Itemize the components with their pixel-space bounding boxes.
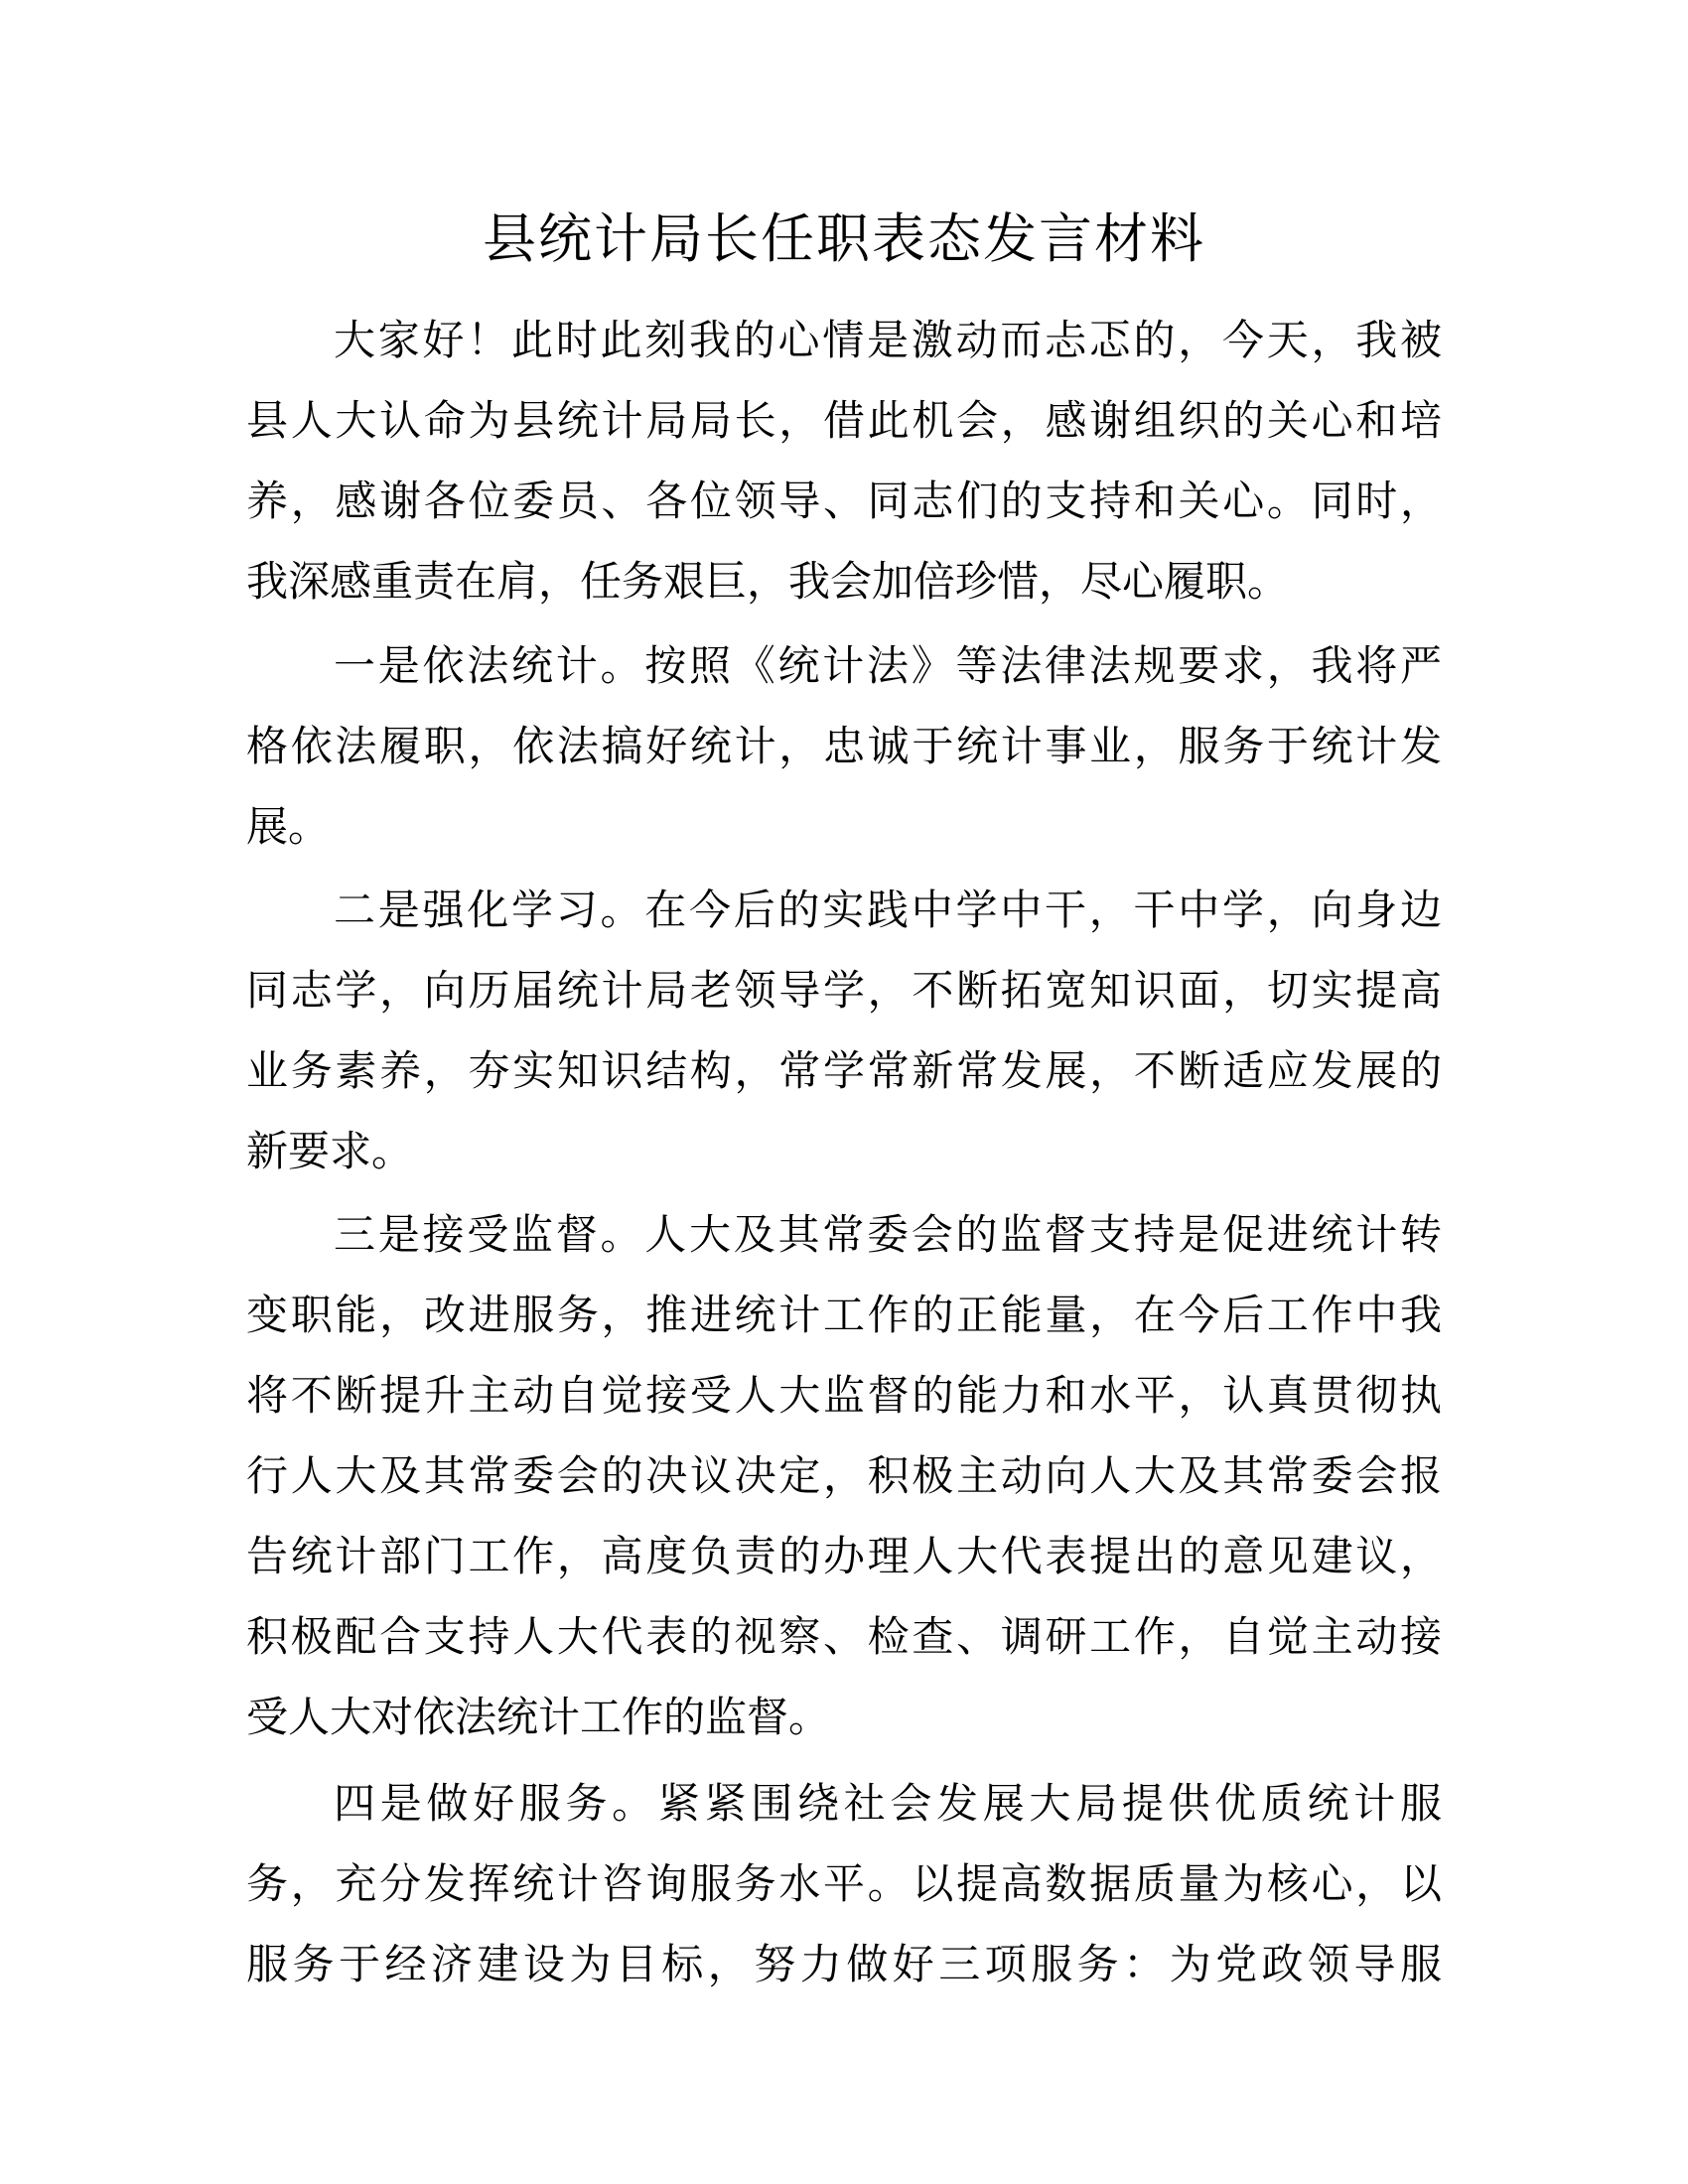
text-line: 二是强化学习。在今后的实践中学中干，干中学，向身边 (334, 886, 1442, 934)
paragraph-lawful-statistics (246, 625, 1442, 867)
text-line: 业务素养，夯实知识结构，常学常新常发展，不断适应发展的 (246, 1046, 1442, 1095)
paragraph-good-service (246, 1763, 1442, 2004)
text-line: 同志学，向历届统计局老领导学，不断拓宽知识面，切实提高 (246, 966, 1442, 1015)
paragraph-strengthen-learning (246, 870, 1442, 1191)
text-line: 一是依法统计。按照《统计法》等法律法规要求，我将严 (334, 641, 1442, 690)
text-line: 服务于经济建设为目标，努力做好三项服务：为党政领导服 (246, 1940, 1442, 1988)
paragraph-greeting (246, 300, 1442, 621)
text-line: 县人大认命为县统计局局长，借此机会，感谢组织的关心和培 (246, 396, 1442, 445)
text-line: 大家好！此时此刻我的心情是激动而忐忑的，今天，我被 (334, 316, 1442, 364)
text-line: 受人大对依法统计工作的监督。 (246, 1693, 831, 1741)
document-title: 县统计局长任职表态发言材料 (483, 207, 1205, 270)
text-line: 告统计部门工作，高度负责的办理人大代表提出的意见建议， (246, 1532, 1442, 1580)
paragraph-accept-supervision (246, 1194, 1442, 1757)
text-line: 务，充分发挥统计咨询服务水平。以提高数据质量为核心，以 (246, 1859, 1442, 1908)
text-line: 变职能，改进服务，推进统计工作的正能量，在今后工作中我 (246, 1291, 1442, 1339)
text-line: 三是接受监督。人大及其常委会的监督支持是促进统计转 (334, 1210, 1442, 1259)
text-line: 新要求。 (246, 1127, 414, 1175)
text-line: 四是做好服务。紧紧围绕社会发展大局提供优质统计服 (334, 1779, 1442, 1828)
text-line: 行人大及其常委会的决议决定，积极主动向人大及其常委会报 (246, 1451, 1442, 1500)
text-line: 我深感重责在肩，任务艰巨，我会加倍珍惜，尽心履职。 (246, 557, 1290, 606)
text-line: 展。 (246, 802, 331, 851)
text-line: 将不断提升主动自觉接受人大监督的能力和水平，认真贯彻执 (246, 1371, 1442, 1420)
text-line: 积极配合支持人大代表的视察、检查、调研工作，自觉主动接 (246, 1612, 1442, 1661)
text-line: 格依法履职，依法搞好统计，忠诚于统计事业，服务于统计发 (246, 722, 1442, 770)
text-line: 养，感谢各位委员、各位领导、同志们的支持和关心。同时， (246, 477, 1442, 525)
